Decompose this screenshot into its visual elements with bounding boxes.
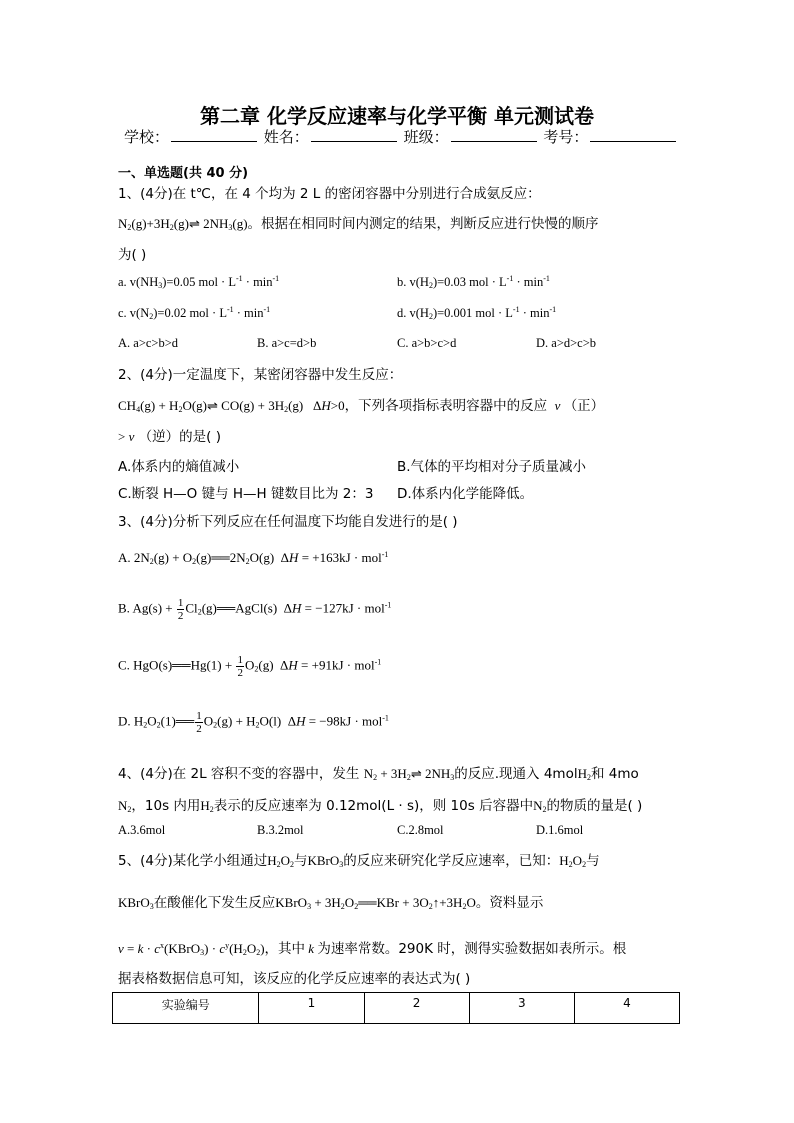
q5-k-symbol: k bbox=[305, 941, 318, 956]
table-header-cell: 1 bbox=[259, 993, 364, 1024]
q4-choice-a[interactable]: A.3.6mol bbox=[118, 823, 166, 837]
q5-line2 bbox=[118, 891, 543, 911]
table-header-cell: 实验编号 bbox=[113, 993, 259, 1024]
q2-equation: $CH_4(g)$ + $H_2O(g)\rightleftharpoons$ $CO(g) + 3H_2(g)$ ΔH>0 bbox=[118, 398, 345, 414]
q1-line3: 为( ) bbox=[118, 247, 147, 263]
table-header-cell: 4 bbox=[574, 993, 679, 1024]
q4-line1-a: 4、(4分)在 2L 容积不变的容器中，发生 bbox=[118, 766, 360, 782]
school-label: 学校： bbox=[124, 128, 170, 146]
q5-line3-b: ，其中 bbox=[264, 941, 306, 957]
q2-v-symbol-2: v bbox=[128, 429, 135, 444]
q1-item-a: a. $v(NH_3)=0.05$ mol · $L^{-1} \cdot \min^{-1}$ bbox=[118, 274, 280, 290]
q1-stem: 1、(4分)在 t℃，在 4 个均为 2 L 的密闭容器中分别进行合成氨反应： bbox=[118, 186, 541, 202]
table-header-cell: 2 bbox=[364, 993, 469, 1024]
q2-choice-d[interactable]: D.体系内化学能降低。 bbox=[397, 486, 534, 502]
q2-line2 bbox=[118, 394, 604, 414]
q5-line3 bbox=[118, 937, 626, 957]
q1-choice-a[interactable]: A. a>c>b>d bbox=[118, 336, 179, 350]
name-label: 姓名： bbox=[263, 128, 309, 146]
q4-line2-b: 表示的反应速率为 0.12mol(L · s)，则 10s 后容器中 bbox=[213, 798, 534, 814]
q5-line2-b: 。资料显示 bbox=[475, 895, 544, 911]
q1-choice-b[interactable]: B. a>c=d>b bbox=[257, 336, 317, 350]
q4-line1-c: 和 4mo bbox=[590, 766, 639, 782]
q4-n2: $N_2$ bbox=[118, 798, 132, 814]
q3-choice-a[interactable]: A. $2N_2(g)$ + $O_2(g)══2N_2O(g) \Delta H = +163kJ \cdot mol^{-1}$ bbox=[118, 550, 389, 566]
q5-equation: KBrO$_3$ + $3H_2O_2══KBr$ + $3O_2↑+3H_2O$ bbox=[275, 895, 476, 911]
q5-line1-d: 与 bbox=[586, 853, 600, 869]
q4-line2 bbox=[118, 794, 642, 814]
q2-choice-c[interactable]: C.断裂 H—O 键与 H—H 键数目比为 2：3 bbox=[118, 486, 374, 502]
q5-kbro3: KBrO$_3$ bbox=[307, 853, 344, 869]
experiment-table bbox=[112, 992, 680, 1024]
q2-ni: （逆）的是( ) bbox=[138, 429, 221, 445]
name-blank[interactable] bbox=[311, 127, 397, 142]
q4-equation: $N_2$ + $3H_2\rightleftharpoons$ $2NH_3$ bbox=[363, 766, 455, 782]
q1-choice-c[interactable]: C. a>b>c>d bbox=[397, 336, 457, 350]
q2-line3 bbox=[118, 425, 221, 445]
q5-h2o2: $H_2O_2$ bbox=[267, 853, 294, 869]
q5-line3-c: 为速率常数。290K 时，测得实验数据如表所示。根 bbox=[317, 941, 627, 957]
q4-h2: $H_2$ bbox=[577, 766, 591, 782]
table-header-cell: 3 bbox=[469, 993, 574, 1024]
q4-choice-d[interactable]: D.1.6mol bbox=[536, 823, 584, 837]
q5-kbro3-2: KBrO$_3$ bbox=[118, 895, 154, 911]
q3-stem: 3、(4分)分析下列反应在任何温度下均能自发进行的是( ) bbox=[118, 514, 458, 530]
q1-equation: $N_2(g)+3H_2(g)\rightleftharpoons$ $2NH_3(g)$ bbox=[118, 216, 248, 232]
section-heading: 一、单选题(共 40 分) bbox=[118, 166, 249, 181]
q1-choice-d[interactable]: D. a>d>c>b bbox=[536, 336, 597, 350]
q4-line1-b: 的反应.现通入 4mol bbox=[454, 766, 578, 782]
q2-zheng: （正） bbox=[563, 398, 605, 414]
q1-item-c: c. $v(N_2)=0.02$ mol · $L^{-1} \cdot \min^{-1}$ bbox=[118, 305, 271, 321]
q2-gt-symbol: > bbox=[118, 429, 129, 444]
page-title: 第二章 化学反应速率与化学平衡 单元测试卷 bbox=[200, 104, 594, 128]
exam-no-label: 考号： bbox=[543, 128, 589, 146]
class-blank[interactable] bbox=[451, 127, 537, 142]
student-info-line bbox=[124, 126, 678, 147]
q1-item-b: b. $v(H_2)=0.03$ mol · $L^{-1} \cdot \min^{-1}$ bbox=[397, 274, 550, 290]
school-blank[interactable] bbox=[171, 127, 257, 142]
q5-h2o2-2: $H_2O_2$ bbox=[559, 853, 587, 869]
q2-line2-text: ，下列各项指标表明容器中的反应 bbox=[344, 398, 548, 414]
q1-line2-text: 。根据在相同时间内测定的结果，判断反应进行快慢的顺序 bbox=[247, 216, 599, 232]
q4-choice-c[interactable]: C.2.8mol bbox=[397, 823, 444, 837]
q5-line1-c: 的反应来研究化学反应速率，已知： bbox=[343, 853, 560, 869]
q4-line1 bbox=[118, 762, 639, 782]
q3-choice-d[interactable]: D. $H_2O_2(1)══$ $\frac{1}{2}$ $O_2(g) + H_2O(l) \Delta H = -98kJ \cdot mol^{-1}$ bbox=[118, 710, 389, 735]
q1-item-d: d. $v(H_2)=0.001$ mol · $L^{-1} \cdot \min^{-1}$ bbox=[397, 305, 557, 321]
q5-rate-law: $v = k \cdot c^x(KBrO_3) \cdot c^y(H_2O_2)$ bbox=[118, 941, 265, 957]
q2-stem: 2、(4分)一定温度下，某密闭容器中发生反应： bbox=[118, 367, 403, 383]
q4-line2-a: ，10s 内用 bbox=[131, 798, 201, 814]
q5-line4: 据表格数据信息可知，该反应的化学反应速率的表达式为( ) bbox=[118, 971, 471, 987]
q4-n2-2: $N_2$ bbox=[533, 798, 547, 814]
q4-line2-c: 的物质的量是( ) bbox=[546, 798, 643, 814]
q4-h2-2: $H_2$ bbox=[200, 798, 214, 814]
q1-line2 bbox=[118, 212, 599, 232]
q5-line1-b: 与 bbox=[294, 853, 308, 869]
exam-no-blank[interactable] bbox=[590, 127, 676, 142]
q2-choice-a[interactable]: A.体系内的熵值减小 bbox=[118, 459, 240, 475]
table-row bbox=[113, 993, 680, 1024]
class-label: 班级： bbox=[403, 128, 449, 146]
q3-choice-c[interactable]: C. HgO(s)══Hg(1) + $\frac{1}{2}$ $O_2(g) \Delta H = +91kJ \cdot mol^{-1}$ bbox=[118, 654, 382, 679]
q2-v-symbol: v bbox=[551, 398, 564, 413]
q2-choice-b[interactable]: B.气体的平均相对分子质量减小 bbox=[397, 459, 587, 475]
q4-choice-b[interactable]: B.3.2mol bbox=[257, 823, 304, 837]
q5-line2-a: 在酸催化下发生反应 bbox=[153, 895, 276, 911]
q3-choice-b[interactable]: B. Ag(s) + $\frac{1}{2}$ $Cl_2(g)══AgCl(s) \Delta H = -127kJ \cdot mol^{-1}$ bbox=[118, 597, 392, 622]
q5-line1 bbox=[118, 849, 600, 869]
q5-line1-a: 5、(4分)某化学小组通过 bbox=[118, 853, 268, 869]
